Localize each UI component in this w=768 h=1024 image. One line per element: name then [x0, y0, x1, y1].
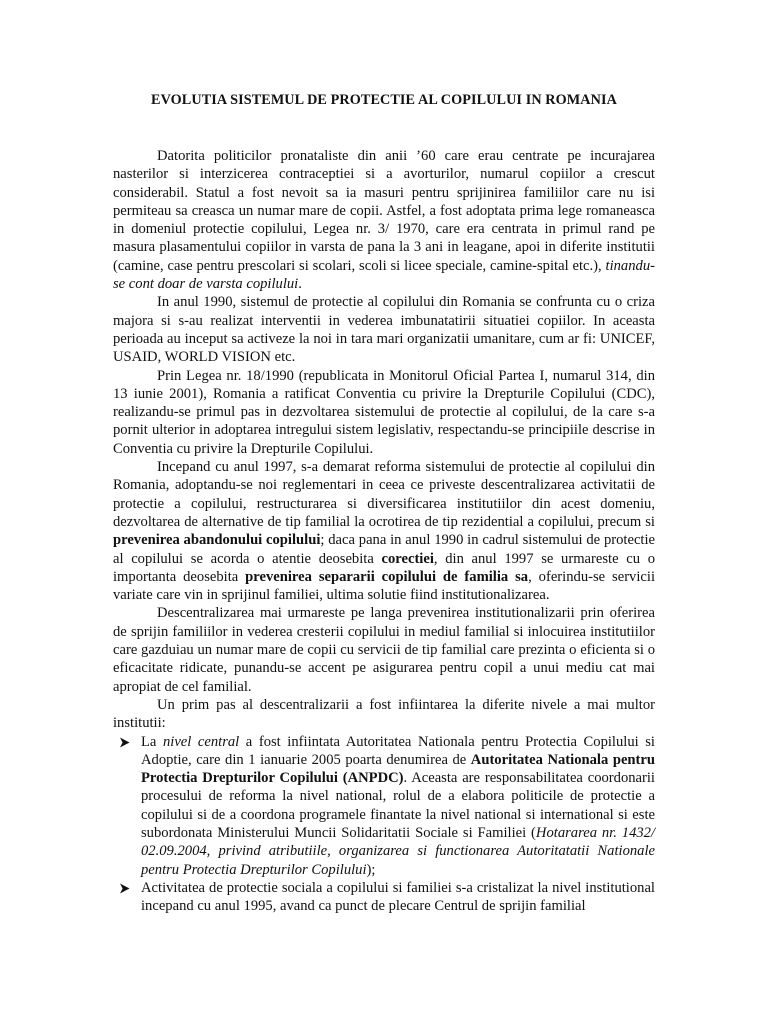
bullet-item-1: [113, 733, 655, 879]
paragraph-4: [113, 458, 655, 604]
paragraph-4-part-3: , din anul 1997 se urmareste cu o importanta deosebita: [113, 550, 655, 585]
paragraph-1: [113, 147, 655, 293]
bullet-1-c: . Aceasta are responsabilitatea coordonarii procesului de reforma la nivel national, rolul de a elabora politicile de protectie a copilului si de a coordona programele finantate la nivel national si international si este subordonata Ministerului Muncii Solidaritatii Sociale si Familiei (: [141, 770, 655, 841]
paragraph-4-bold-3: prevenirea separarii copilului de familia sa: [245, 568, 529, 585]
bullet-1-italic-2: Hotararea nr. 1432/ 02.09.2004, privind atributiile, organizarea si functionarea Autoritatatii Nationale pentru Protectia Drepturilor Copilului: [141, 824, 656, 878]
document-title: EVOLUTIA SISTEMUL DE PROTECTIE AL COPILULUI IN ROMANIA: [151, 92, 617, 108]
bullet-item-2: [113, 879, 655, 916]
bullet-1-b: a fost infiintata Autoritatea Nationala pentru Protectia Copilului si Adoptie, care din 1 ianuarie 2005 poarta denumirea de: [141, 733, 655, 768]
paragraph-4-part-4: , oferindu-se servicii variate care vin in sprijinul familiei, ultima solutie fiind institutionalizarea.: [113, 568, 655, 604]
paragraph-1-italic: tinandu-se cont doar de varsta copilului: [113, 257, 655, 293]
paragraph-4-bold-1: prevenirea abandonului copilului: [113, 532, 321, 549]
bullet-1-a: La: [141, 733, 163, 750]
bullet-list: [113, 733, 655, 916]
arrowhead-bullet-icon: [119, 879, 133, 894]
paragraph-6: Un prim pas al descentralizarii a fost infiintarea la diferite nivele a mai multor institutii:: [113, 696, 655, 732]
bullet-1-bold: Autoritatea Nationala pentru Protectia Drepturilor Copilului (ANPDC): [141, 751, 655, 787]
paragraph-4-part-1: Incepand cu anul 1997, s-a demarat reforma sistemului de protectie al copilului din Romania, adoptandu-se noi reglementari in ceea ce priveste descentralizarea activitatii de protectie a copilului, restructurarea si diversificarea institutiilor din acest domeniu, dezvoltarea de alternative de tip familial la ocrotirea de tip rezidential a copilului, precum si: [113, 459, 655, 530]
arrowhead-bullet-icon: [119, 733, 133, 748]
paragraph-5: Descentralizarea mai urmareste pe langa prevenirea institutionalizarii prin oferirea de sprijin familiilor in vederea cresterii copilului in mediul familial si inlocuirea institutiilor care gazduiau un numar mare de copii cu servicii de tip familial care prezinta o eficienta si o eficacitate ridicate, punandu-se accent pe asigurarea pentru copil a unui mediu cat mai apropiat de cel familial.: [113, 605, 655, 695]
bullet-1-d: );: [366, 861, 376, 878]
paragraph-1-end: .: [298, 276, 302, 293]
paragraph-4-bold-2: corectiei: [381, 550, 434, 567]
paragraph-2: In anul 1990, sistemul de protectie al copilului din Romania se confrunta cu o criza majora si s-au realizat interventii in vederea imbunatatirii situatiei copiilor. In aceasta perioada au inceput sa activeze la noi in tara mari organizatii umanitare, cum ar fi: UNICEF, USAID, WORLD VISION etc.: [113, 294, 655, 366]
bullet-1-italic-1: nivel central: [162, 733, 240, 750]
paragraph-4-part-2: ; daca pana in anul 1990 in cadrul sistemului de protectie al copilului se acorda o atentie deosebita: [113, 532, 656, 567]
paragraph-3: Prin Legea nr. 18/1990 (republicata in Monitorul Oficial Partea I, numarul 314, din 13 iunie 2001), Romania a ratificat Conventia cu privire la Drepturile Copilului (CDC), realizandu-se primul pas in dezvoltarea sistemului de protectie al copilului, de la care s-a pornit ulterior in adoptarea intregului sistem legislativ, respectandu-se principiile descrise in Conventia cu privire la Drepturile Copilului.: [113, 367, 655, 457]
bullet-2-text: Activitatea de protectie sociala a copilului si familiei s-a cristalizat la nivel institutional incepand cu anul 1995, avand ca punct de plecare Centrul de sprijin familial: [141, 879, 655, 915]
paragraph-1-text: Datorita politicilor pronataliste din anii ’60 care erau centrate pe incurajarea nasterilor si interzicerea contraceptiei si a avorturilor, numarul copiilor a crescut considerabil. Statul a fost nevoit sa ia masuri pentru sprijinirea familiilor care nu isi permiteau sa creasca un numar mare de copii. Astfel, a fost adoptata prima lege romaneasca in domeniul protectie copilului, Legea nr. 3/ 1970, care era centrata in primul rand pe masura plasamentului copiilor in varsta de pana la 3 ani in leagane, apoi in diferite institutii (camine, case pentru prescolari si scolari, scoli si licee speciale, camine-spital etc.),: [113, 148, 655, 274]
